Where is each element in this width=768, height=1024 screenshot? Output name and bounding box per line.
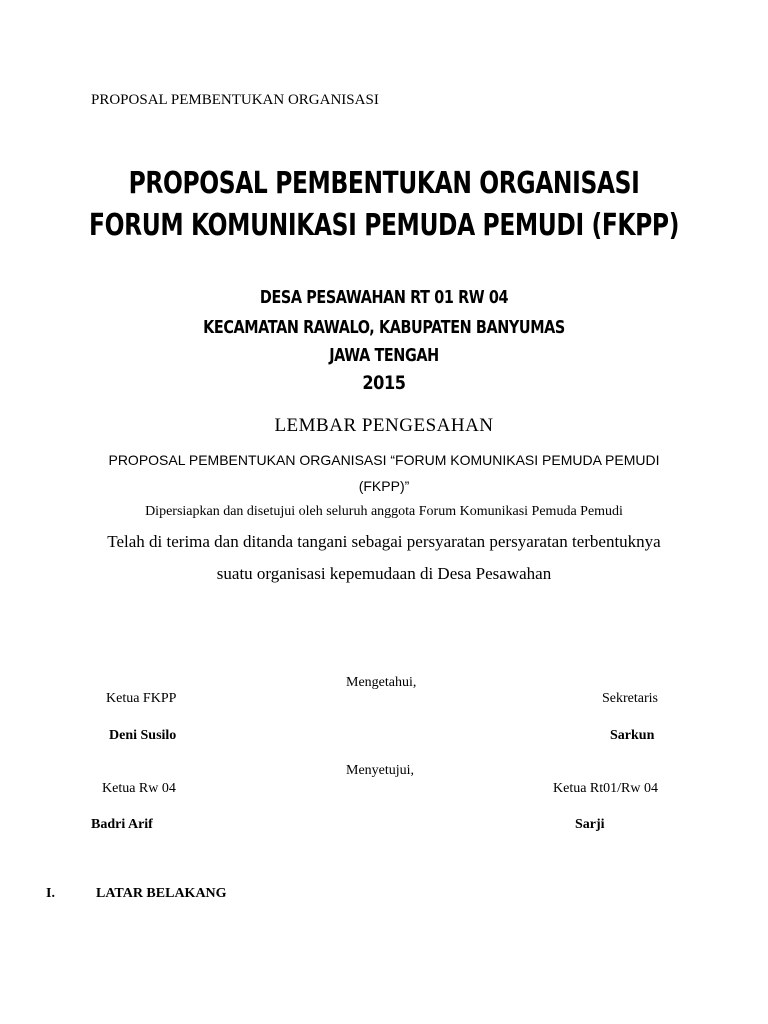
ketua-fkpp-title: Ketua FKPP [106,691,177,706]
known-by-label: Mengetahui, [346,675,417,690]
accepted-statement-line-1: Telah di terima dan ditanda tangani sebagai persyaratan persyaratan terbentuknya [107,532,661,551]
prepared-statement: Dipersiapkan dan disetujui oleh seluruh anggota Forum Komunikasi Pemuda Pemudi [145,504,623,519]
ketua-rw-name: Badri Arif [91,817,153,832]
proposal-line-2: (FKPP)” [358,478,410,494]
section-title: LATAR BELAKANG [96,886,227,901]
subtitle-line-2: KECAMATAN RAWALO, KABUPATEN BANYUMAS [203,317,565,338]
ketua-fkpp-name: Deni Susilo [109,728,177,743]
main-title-line-1: PROPOSAL PEMBENTUKAN ORGANISASI [128,166,640,201]
subtitle-line-3: JAWA TENGAH [329,345,439,366]
sekretaris-name: Sarkun [610,728,655,743]
document-header: PROPOSAL PEMBENTUKAN ORGANISASI [91,92,379,108]
ketua-rw-title: Ketua Rw 04 [102,781,176,796]
sekretaris-title: Sekretaris [602,691,658,706]
accepted-statement-line-2: suatu organisasi kepemudaan di Desa Pesawahan [216,564,552,583]
subtitle-year: 2015 [362,372,406,394]
ketua-rt-title: Ketua Rt01/Rw 04 [553,781,658,796]
approval-sheet-title: LEMBAR PENGESAHAN [274,415,494,436]
section-number: I. [46,886,55,901]
subtitle-line-1: DESA PESAWAHAN RT 01 RW 04 [259,287,509,308]
ketua-rt-name: Sarji [575,817,605,832]
proposal-line-1: PROPOSAL PEMBENTUKAN ORGANISASI “FORUM KOMUNIKASI PEMUDA PEMUDI [108,452,660,468]
approved-by-label: Menyetujui, [346,763,415,778]
main-title-line-2: FORUM KOMUNIKASI PEMUDA PEMUDI (FKPP) [88,208,679,243]
